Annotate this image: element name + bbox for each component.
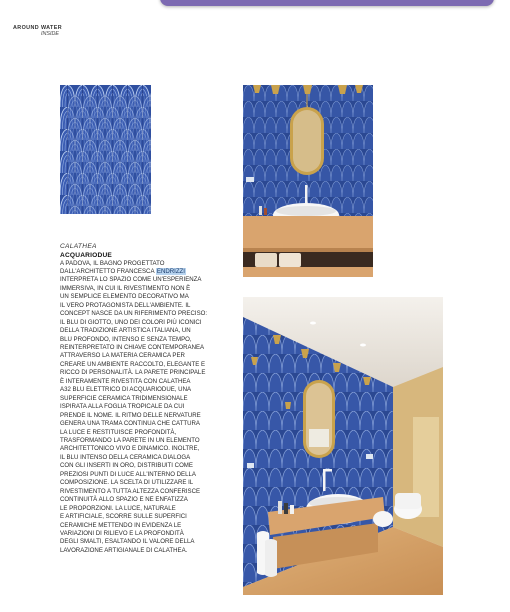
body-line-architect	[60, 268, 220, 276]
body-line: GENERA UNA TRAMA CONTINUA CHE CATTURA	[60, 420, 200, 428]
brand-name: AROUND WATER	[13, 25, 63, 31]
article-kicker: CALATHEA	[60, 243, 97, 250]
body-line: PRENDE IL NOME. IL RITMO DELLE NERVATURE	[60, 411, 201, 419]
body-line: COMPOSIZIONE. LA SCELTA DI UTILIZZARE IL	[60, 479, 194, 487]
body-line: E ARTIFICIALE, SCORRE SULLE SUPERFICI	[60, 513, 187, 521]
body-line: È INTERAMENTE RIVESTITA CON CALATHEA	[60, 377, 191, 385]
body-line-prefix: DALL'ARCHITETTO FRANCESCA	[60, 267, 156, 275]
highlighted-word[interactable]: ENDRIZZI	[156, 267, 185, 275]
body-line: ISPIRATA ALLA FOGLIA TROPICALE DA CUI	[60, 403, 185, 411]
body-line: IMMERSIVA, IN CUI IL RIVESTIMENTO NON È	[60, 284, 191, 292]
body-line: ATTRAVERSO LA MATERIA CERAMICA PER	[60, 352, 185, 360]
magazine-brand	[13, 25, 62, 37]
article-body	[60, 260, 220, 556]
body-line: A PADOVA, IL BAGNO PROGETTATO	[60, 259, 165, 267]
bathroom-photo-room	[243, 297, 443, 595]
body-line: IL VERO PROTAGONISTA DELL'AMBIENTE. IL	[60, 301, 191, 309]
body-line: SUPERFICIE CERAMICA TRIDIMENSIONALE	[60, 394, 188, 402]
body-line: CERAMICHE METTENDO IN EVIDENZA LE	[60, 521, 182, 529]
body-line: REINTERPRETATO IN CHIAVE CONTEMPORANEA	[60, 344, 205, 352]
body-line: DEGLI SMALTI, ESALTANDO IL VALORE DELLA	[60, 538, 195, 546]
body-line: A32 BLU ELETTRICO DI ACQUARIODUE, UNA	[60, 386, 192, 394]
body-line: LAVORAZIONE ARTIGIANALE DI CALATHEA.	[60, 546, 188, 554]
body-line: BLU PROFONDO, INTENSO E SENZA TEMPO,	[60, 335, 192, 343]
body-line: RICCO DI PERSONALITÀ. LA PARETE PRINCIPALE	[60, 369, 206, 377]
body-line: TRASFORMANDO LA PARETE IN UN ELEMENTO	[60, 437, 200, 445]
article-column	[60, 243, 220, 555]
body-line: VARIAZIONI DI RILIEVO E LA PROFONDITÀ	[60, 530, 184, 537]
tile-closeup-image	[60, 85, 151, 214]
tile-pattern-graphic	[60, 85, 151, 214]
body-line: IL BLU INTENSO DELLA CERAMICA DIALOGA	[60, 453, 191, 461]
body-line: PREZIOSI PUNTI DI LUCE ALL'INTERNO DELLA	[60, 470, 196, 478]
bathroom-photo-vanity	[243, 85, 373, 277]
body-line: CREARE UN AMBIENTE RACCOLTO, ELEGANTE E	[60, 360, 206, 368]
body-line: CON GLI INSERTI IN ORO, DISTRIBUITI COME	[60, 462, 193, 470]
body-line: UN SEMPLICE ELEMENTO DECORATIVO MA	[60, 293, 189, 301]
bathroom-room-graphic	[243, 297, 443, 595]
body-line: ARCHITETTONICO VIVO E DINAMICO. INOLTRE,	[60, 445, 200, 453]
body-line: INTERPRETA LO SPAZIO COME UN'ESPERIENZA	[60, 276, 202, 284]
top-accent-bar	[160, 0, 494, 6]
body-line: RIVESTIMENTO A TUTTA ALTEZZA CONFERISCE	[60, 487, 201, 495]
article-headline: ACQUARIODUE	[60, 251, 113, 259]
body-line: LA LUCE E RESTITUISCE PROFONDITÀ,	[60, 428, 177, 436]
body-line: DELLA TRADIZIONE ARTISTICA ITALIANA, UN	[60, 327, 191, 335]
body-line: IL BLU DI GIOTTO, UNO DEI COLORI PIÙ ICONICI	[60, 318, 202, 326]
body-line: CONCEPT NASCE DA UN RIFERIMENTO PRECISO:	[60, 310, 208, 318]
body-line: LE PROPORZIONI. LA LUCE, NATURALE	[60, 504, 176, 512]
bathroom-vanity-graphic	[243, 85, 373, 277]
body-line: CONTINUITÀ ALLO SPAZIO E NE ENFATIZZA	[60, 496, 188, 504]
brand-subtitle: INSIDE	[41, 31, 59, 37]
